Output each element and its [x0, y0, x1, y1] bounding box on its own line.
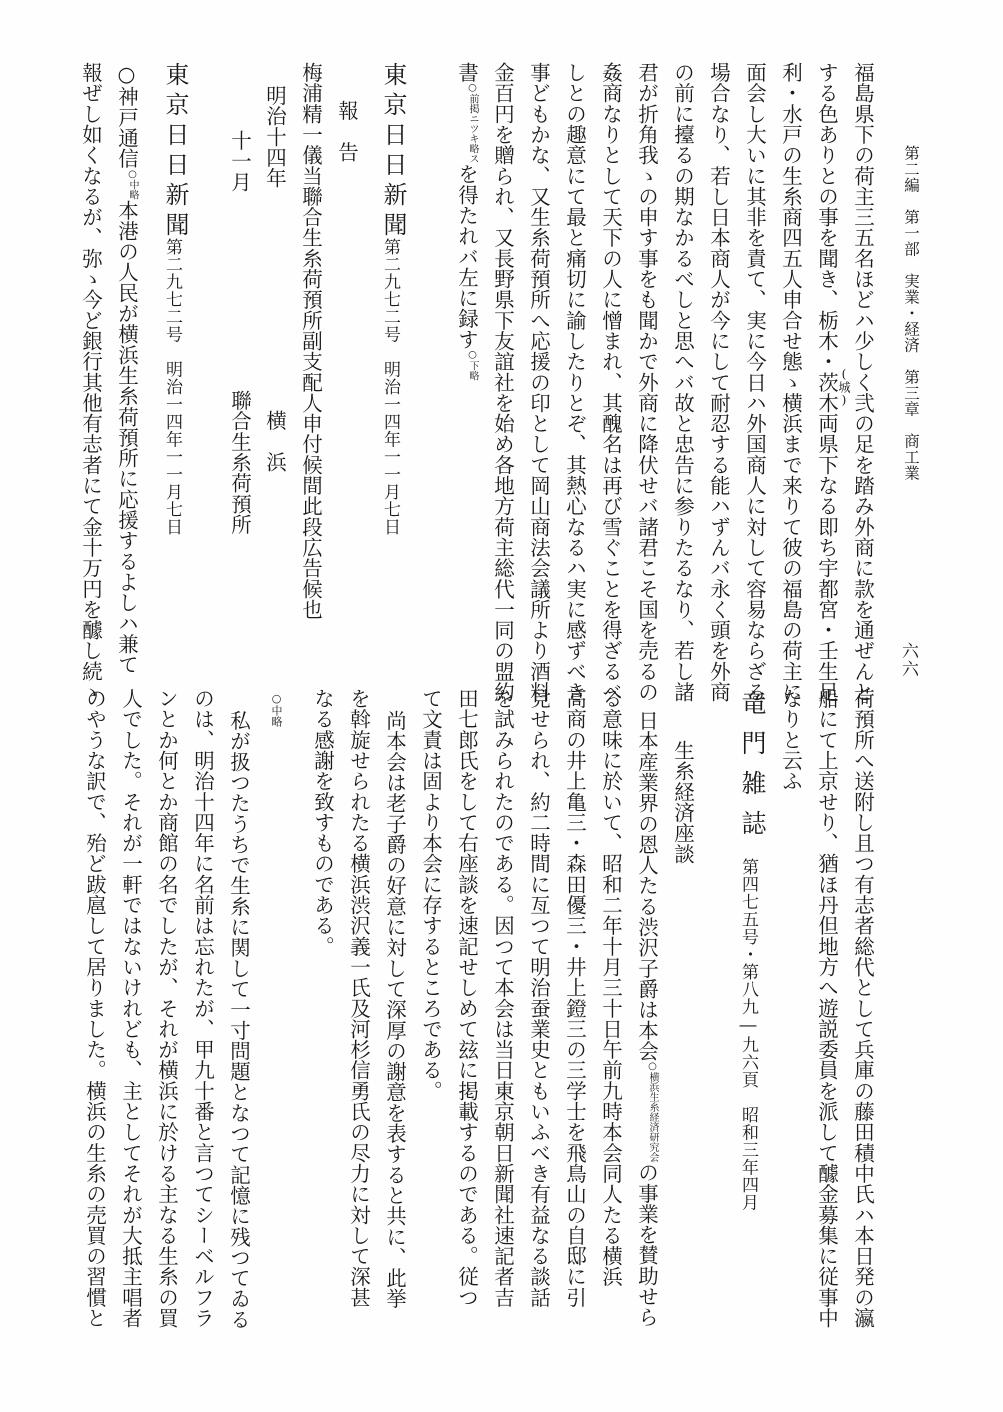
body-line: のやうな訳で、殆ど跋扈して居りました。横浜の生糸の売買の習慣と [82, 688, 107, 1329]
body-line [116, 62, 137, 675]
body-line: を試みられたのである。因つて本会は当日東京朝日新聞社速記者吉 [490, 688, 515, 1308]
body-text: 書 [454, 62, 479, 83]
body-line [456, 62, 477, 381]
report-place: 横 浜 [262, 410, 287, 472]
report-date: 明治十四年 [262, 85, 287, 189]
body-line: 場合なり、若し日本商人が今にして耐忍する能ハずんバ永く頭を外商 [706, 62, 731, 703]
body-line: ンとか何とか商館の名でしたが、それが横浜に於ける主なる生糸の買 [154, 688, 179, 1329]
body-line: 私が扱つたうちで生糸に関して一寸問題となつて記憶に残つてゐる [226, 710, 251, 1330]
body-line: 金百円を贈られ、又長野県下友誼社を始め各地方荷主総代一同の盟約 [490, 62, 515, 703]
body-line: なりと云ふ [778, 688, 803, 792]
section-subtitle: 生糸経済座談 [670, 740, 695, 864]
body-text: を得たれバ左に録す [454, 163, 479, 350]
body-text: の事業を賛助せら [634, 1162, 659, 1328]
newspaper-issue: 第二九七二号 明治一四年一一月七日 [162, 238, 182, 536]
body-line: て文責は固より本会に存するところである。 [418, 688, 443, 1101]
body-line: しとの趣意にて最と痛切に諭したりとぞ、其熱心なるハ実に感ずべき [562, 62, 587, 703]
body-text: 本港の人民が横浜生糸荷預所に応援するよしハ兼て [114, 199, 139, 675]
body-line: 報ぜし如くなるが、弥ゝ今ど銀行其他有志者にて金十万円を醵し続ゝ [78, 62, 103, 703]
body-line: の前に擡るの期なかるべしと思へバ故と忠告に参りたるなり、若し諸 [670, 62, 695, 703]
newspaper-title: 東京日日新聞 [379, 62, 407, 242]
inline-note: ○前掲ニツキ略ス [467, 82, 478, 164]
body-line: のは、明治十四年に名前は忘れたが、甲九十番と言つてシーベルフラ [190, 688, 215, 1329]
report-body: 梅浦精一儀当聯合生糸荷預所副支配人申付候間此段広告候也 [298, 62, 323, 620]
journal-title: 竜門雑誌 [738, 690, 767, 850]
report-signature: 聯合生糸荷預所 [227, 390, 252, 535]
body-line: 事どもかな、又生糸荷預所へ応援の印として岡山商法会議所より酒料 [526, 62, 551, 703]
body-line: なる感謝を致すものである。 [310, 688, 335, 957]
report-heading: 報 告 [334, 100, 359, 162]
page-number: 六六 [898, 642, 918, 678]
body-line: る意味に於いて、昭和二年十月三十日午前九時本会同人たる横浜 [598, 688, 623, 1287]
body-line: 君が折角我ゝの申す事をも聞かで外商に降伏せバ諸君こそ国を売るの [634, 62, 659, 703]
body-line: 尚本会は老子爵の好意に対して深厚の謝意を表すると共に、此挙 [382, 710, 407, 1309]
body-line: する色ありとの事を聞き、栃木・茨木両県下なる即ち宇都宮・壬生足 [814, 62, 839, 703]
inline-note: ○中略 [127, 168, 138, 200]
inline-note: ○下略 [467, 349, 478, 381]
body-line: 人でした。それが一軒ではないけれども、主としてそれが大抵主唱者 [118, 688, 143, 1329]
body-line [636, 710, 657, 1327]
report-date-month: 十一月 [227, 130, 252, 192]
body-line: 福島県下の荷主三五名ほどハ少しく弐の足を踏み外商に款を通ぜんと [850, 62, 875, 703]
body-line: 田七郎氏をして右座談を速記せしめて玆に掲載するのである。従つ [454, 688, 479, 1308]
body-line: 面会し大いに其非を責て、実に今日ハ外国商人に対して容易ならざる [742, 62, 767, 703]
running-head: 第二編 第一部 実業・経済 第三章 商工業 [902, 145, 920, 481]
body-text: 日本産業界の恩人たる渋沢子爵は本会 [634, 710, 659, 1062]
body-line: 姦商なりとして天下の人に憎まれ、其醜名は再び雪ぐことを得ざるべ [598, 62, 623, 703]
newspaper-issue: 第二九七二号 明治一四年一一月七日 [380, 238, 400, 536]
newspaper-title: 東京日日新聞 [161, 62, 189, 242]
body-text: ○神戸通信 [114, 62, 139, 169]
body-line: 船にて上京せり、猶ほ丹但地方へ遊説委員を派して醵金募集に従事中 [814, 688, 839, 1329]
body-line: 見せられ、約二時間に亙つて明治蚕業史ともいふべき有益なる談話 [526, 688, 551, 1308]
body-line: 利・水戸の生糸商四五人申合せ態ゝ横浜まで来りて彼の福島の荷主に [778, 62, 803, 703]
omission-note: ○中略 [270, 692, 283, 727]
body-line: 高商の井上亀三・森田優三・井上鐙三の三学士を飛鳥山の自邸に引 [562, 688, 587, 1308]
ruby-annotation: (城) [837, 367, 851, 407]
inline-note: ○横浜生糸経済研究会 [647, 1061, 658, 1163]
body-line: 荷預所へ送附し且つ有志者総代として兵庫の藤田積中氏ハ本日発の瀛 [850, 688, 875, 1329]
journal-issue: 第四七五号・第八九―九六頁 昭和三年四月 [738, 858, 758, 1211]
body-line: を斡旋せられたる横浜渋沢義一氏及河杉信勇氏の尽力に対して深甚 [346, 688, 371, 1308]
